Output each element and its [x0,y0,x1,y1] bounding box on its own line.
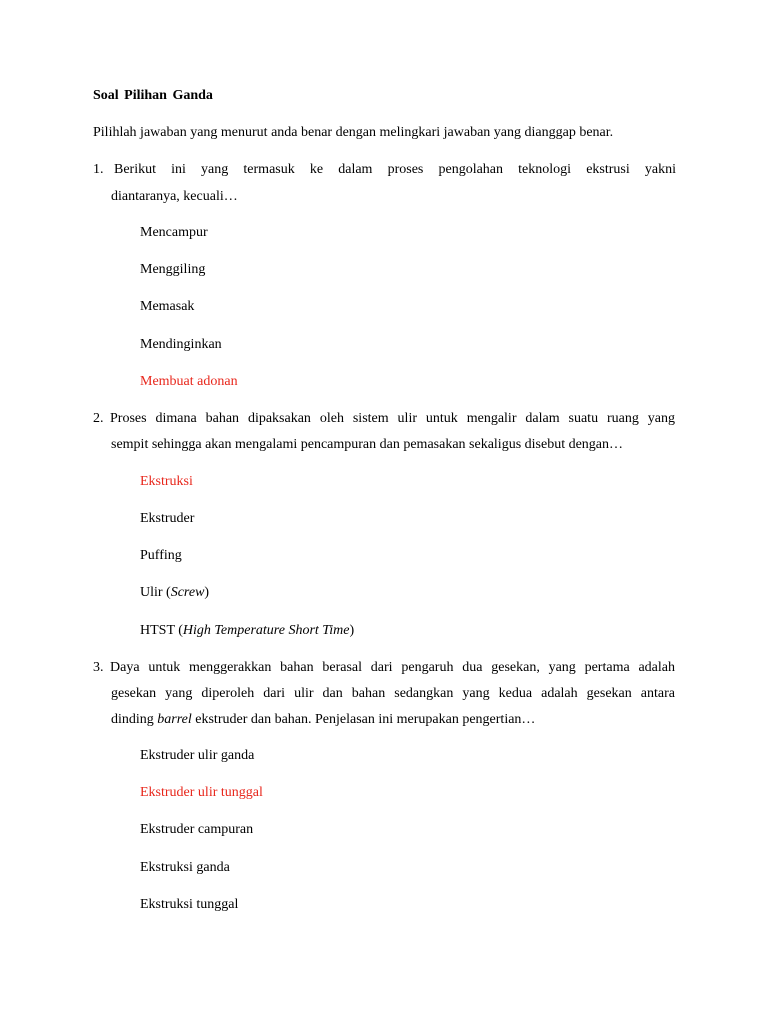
question-1-option-1[interactable]: Mencampur [140,225,208,240]
question-3-line-1: Daya untuk menggerakkan bahan berasal dari pengaruh dua gesekan, yang pertama adalah [110,660,675,675]
question-2-option-2[interactable]: Ekstruder [140,511,195,526]
page-title: Soal Pilihan Ganda [93,88,213,103]
question-2-line-1: Proses dimana bahan dipaksakan oleh sistem ulir untuk mengalir dalam suatu ruang yang [110,411,675,426]
option-suffix: ) [349,623,355,638]
question-2-line-2: sempit sehingga akan mengalami pencampuran dan pemasakan sekaligus disebut dengan… [111,437,624,452]
option-prefix: HTST ( [140,623,183,638]
question-3-line-3 [111,711,535,729]
question-1-line-1: Berikut ini yang termasuk ke dalam proses pengolahan teknologi ekstrusi yakni [114,162,676,177]
question-3-option-4[interactable]: Ekstruksi ganda [140,860,230,875]
question-1-option-3[interactable]: Memasak [140,299,195,314]
question-1-number: 1. [93,162,104,177]
question-2-option-3[interactable]: Puffing [140,548,182,563]
question-2-option-1-correct[interactable]: Ekstruksi [140,474,193,489]
option-suffix: ) [204,585,210,600]
question-1-option-4[interactable]: Mendinginkan [140,337,222,352]
line-italic-term: barrel [157,712,192,727]
question-2-number: 2. [93,411,104,426]
question-3-line-2: gesekan yang diperoleh dari ulir dan bahan sedangkan yang kedua adalah gesekan antara [111,686,675,701]
question-1-line-2: diantaranya, kecuali… [111,189,238,204]
question-2-option-5[interactable] [140,622,354,640]
question-3-option-1[interactable]: Ekstruder ulir ganda [140,748,255,763]
option-prefix: Ulir ( [140,585,171,600]
line-prefix: dinding [111,712,158,727]
question-3-option-2-correct[interactable]: Ekstruder ulir tunggal [140,785,263,800]
question-1-option-2[interactable]: Menggiling [140,262,206,277]
question-3-option-3[interactable]: Ekstruder campuran [140,822,254,837]
question-3-number: 3. [93,660,104,675]
question-1-option-5-correct[interactable]: Membuat adonan [140,374,238,389]
instruction-text: Pilihlah jawaban yang menurut anda benar dengan melingkari jawaban yang dianggap benar. [93,125,614,140]
question-3-option-5[interactable]: Ekstruksi tunggal [140,897,239,912]
line-suffix: ekstruder dan bahan. Penjelasan ini merupakan pengertian… [191,712,536,727]
option-italic-term: Screw [170,585,205,600]
option-italic-term: High Temperature Short Time [182,623,350,638]
question-2-option-4[interactable] [140,584,209,602]
